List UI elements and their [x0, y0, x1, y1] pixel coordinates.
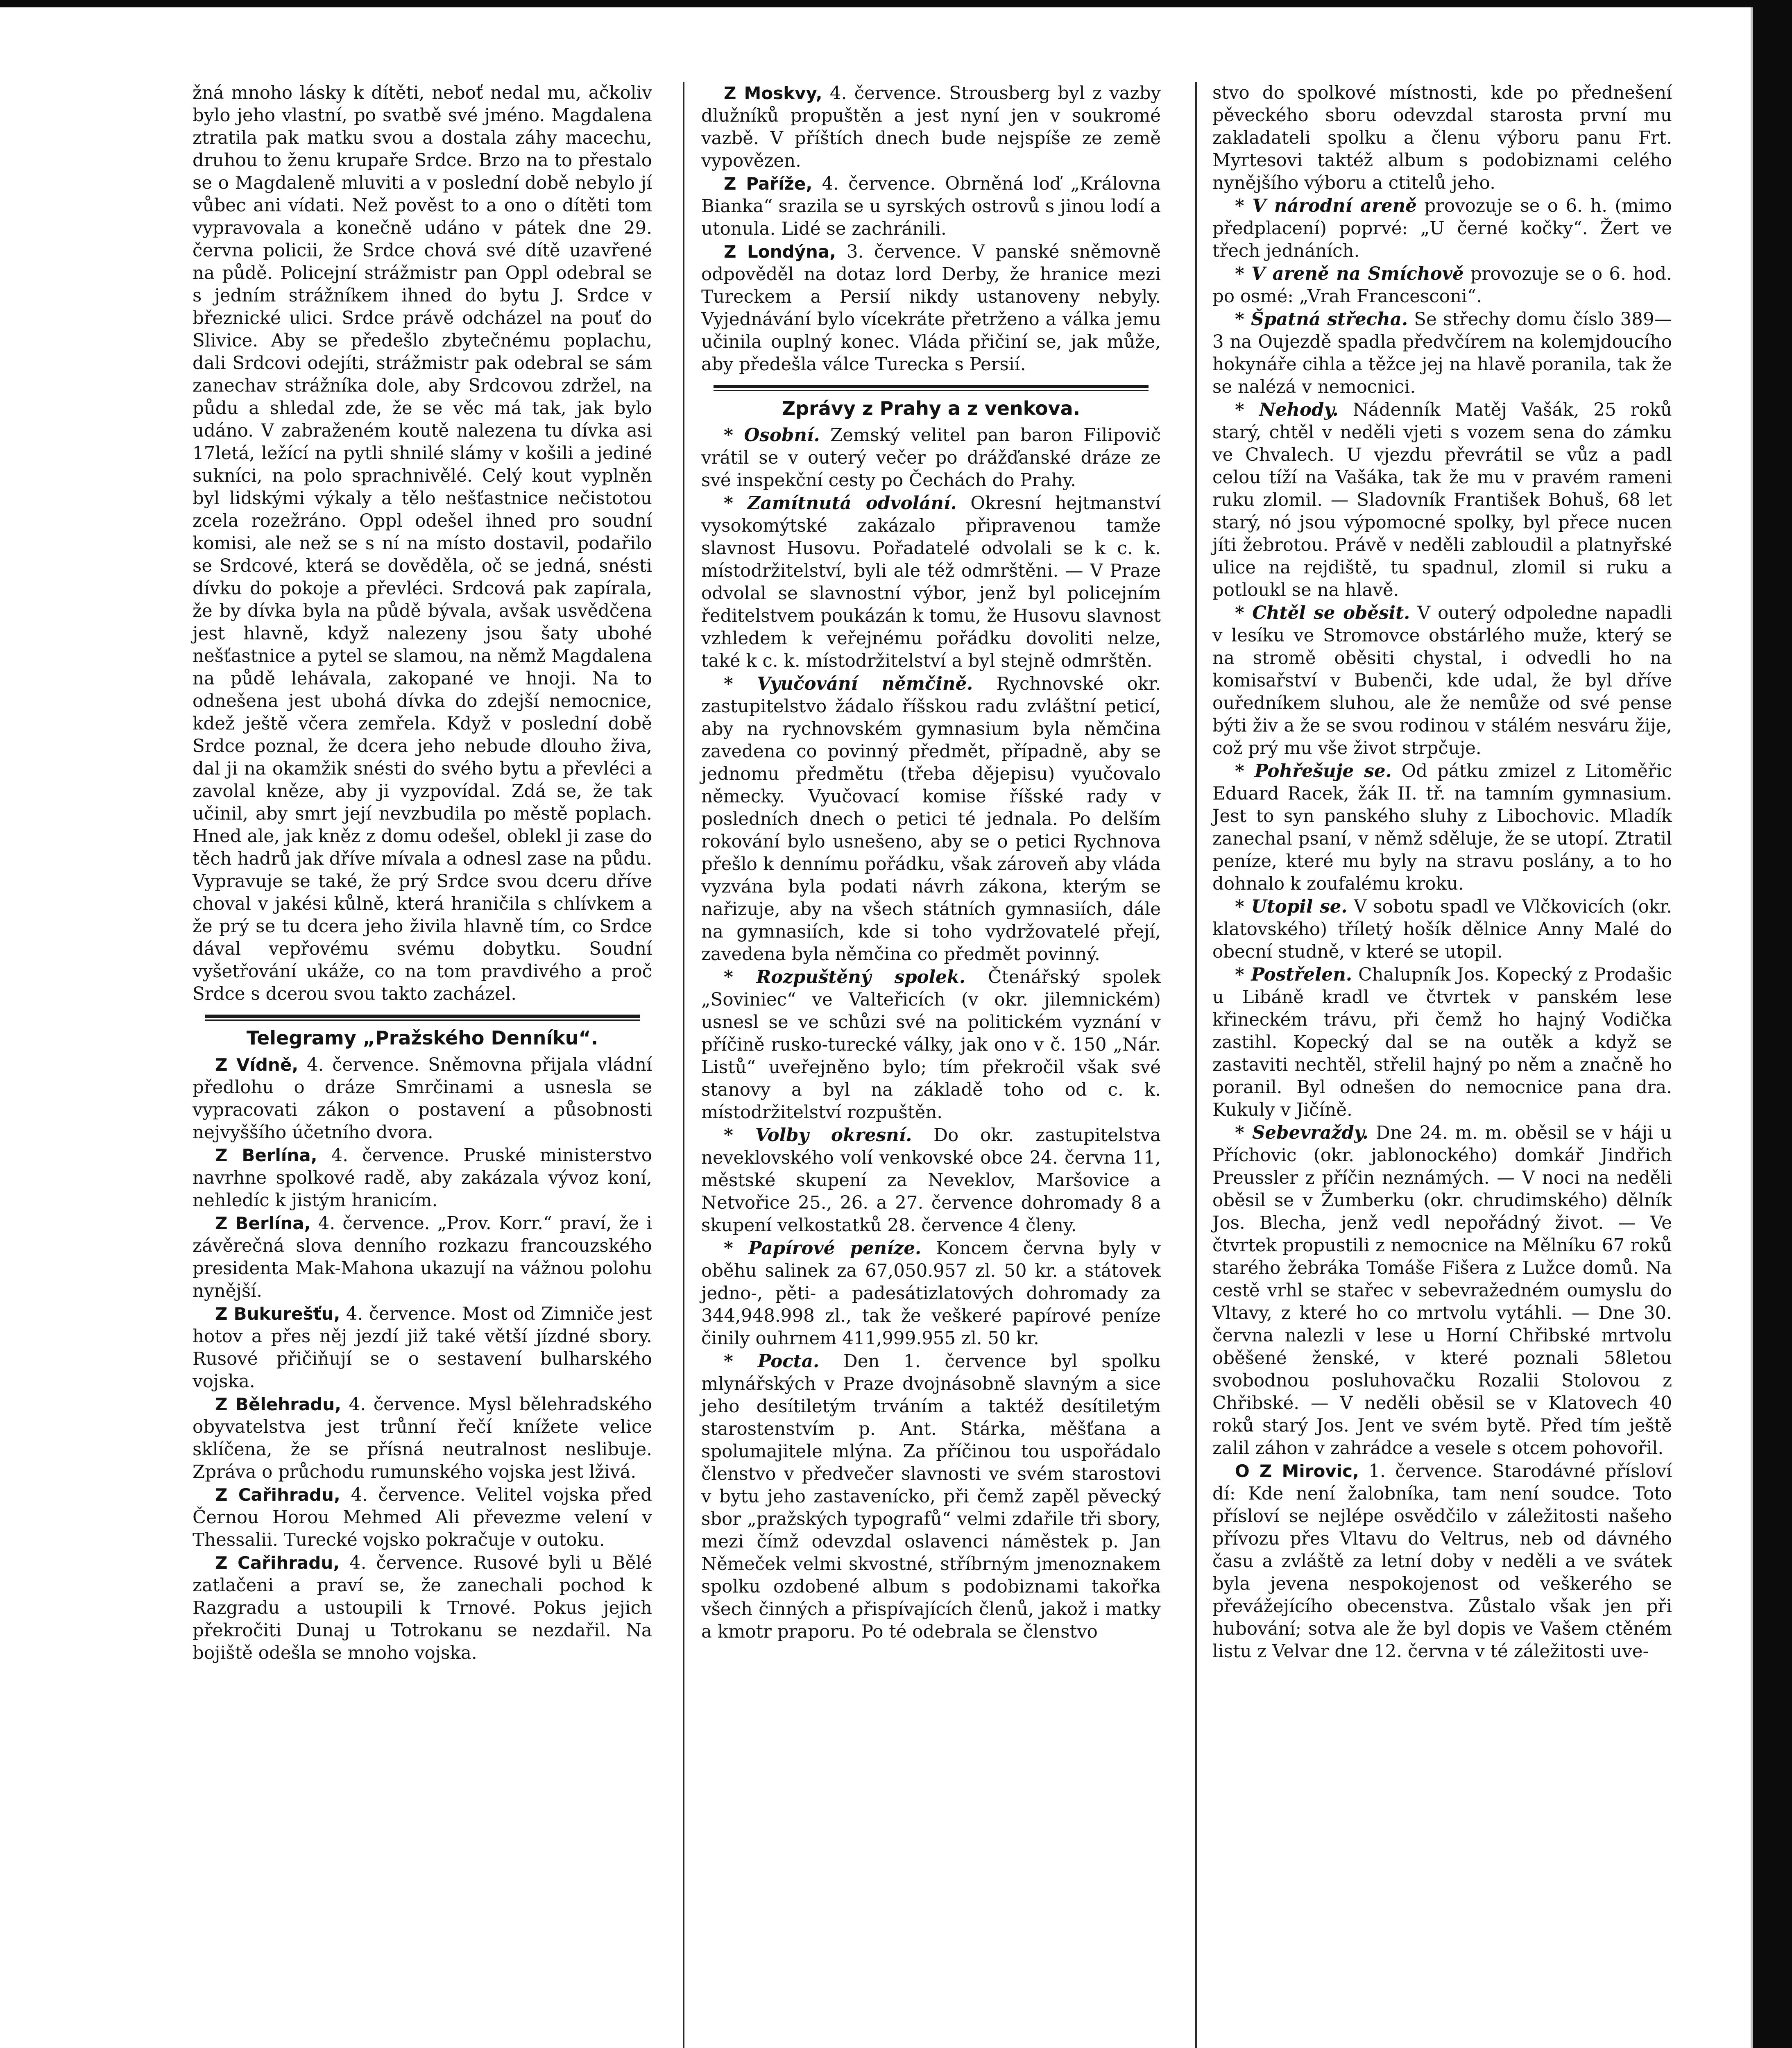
column-3 [1212, 82, 1672, 1663]
telegram-item [193, 1053, 652, 1144]
article-continuation: žná mnoho lásky k dítěti, neboť nedal mu, ačkoliv bylo jeho vlastní, po svatbě své jméno. Magdalena ztratila pak matku svou a dostala záhy macechu, druhou to ženu krupaře Srdce. Brzo na to přestalo se o Magdaleně mluviti a v poslední době nebylo jí vůbec ani vídati. Než pověst to a ono o dítěti tom vypravovala a konečně udáno v pátek dne 29. června policii, že Srdce chová své dítě uzavřené na půdě. Policejní strážmistr pan Oppl odebral se s jedním strážníkem ihned do bytu J. Srdce v březnické ulici. Srdce právě odcházel na pouť do Slivice. Aby se předešlo zbytečnému poplachu, dali Srdcovi odejíti, strážmistr pak odebral se sám zanechav strážníka dole, aby Srdcovou zdržel, na půdu a shledal zde, že se věc má tak, jak bylo udáno. V zabraženém koutě nalezena tu dívka asi 17letá, ležící na pytli shnilé slámy v košili a jediné sukníci, na polo sprachnivělé. Celý kout vyplněn byl lidskými výkaly a tělo nešťastnice nečistotou zcela rozežráno. Oppl odešel ihned pro soudní komisi, ale než se s ní na místo dostavil, podařilo se Srdcové, která se dověděla, oč se jedná, snésti dívku do pokoje a převléci. Srdcová pak zapírala, že by dívka byla na půdě bývala, avšak usvědčena jest hlavně, když nalezeny jsou šaty ubohé nešťastnice a pytel se slamou, na němž Magdalena na půdě lehávala, zakopané ve hnoji. Na to odnešena jest ubohá dívka do zdejší nemocnice, kdež ještě včera zemřela. Když v poslední době Srdce poznal, že dcera jeho nebude dlouho živa, dal ji na okamžik snésti do svého bytu a převléci a zavolal kněze, aby ji vyzpovídal. Zdá se, že tak učinil, aby smrt její nevzbudila po městě poplach. Hned ale, jak kněz z domu odešel, oblekl ji zase do těch hadrů jak dříve mívala a odnesl zase na půdu. Vypravuje se také, že prý Srdce svou dceru dříve choval v jakési kůlně, která hraničila s chlívkem a že prý se tu dcera jeho živila hlavně tím, co Srdce dával vepřovému svému dobytku. Soudní vyšetřování ukáže, co na tom pravdivého a proč Srdce s dcerou svou takto zacházel. [193, 83, 652, 1004]
news-text: provozuje se o 6. hod. po osmé: „Vrah Francesconi“. [1212, 264, 1672, 307]
news-item [1212, 895, 1672, 963]
news-text: Do okr. zastupitelstva neveklovského volí venkovské obce 24. června 11, městské skupení za Neveklov, Maršovice a Netvořice 25., 26. a 27. července dohromady 8 a skupení velkostatků 28. července 4 členy. [701, 1125, 1161, 1236]
news-keyword: * Vyučování němčině. [724, 673, 973, 694]
section-heading-local-news: Zprávy z Prahy a z venkova. [782, 397, 1081, 419]
news-text: Okresní hejtmanství vysokomýtské zakázalo připravenou tamže slavnost Husovu. Pořadatelé odvolali se k c. k. místodržitelství, byli ale též odmrštěni. — V Praze odvolal se slavnostní výbor, jenž byl policejním ředitelstvem poukázán k tomu, že Husovu slavnost vzhledem k veřejnému pořádku dovoliti nelze, také k c. k. místodržitelství a byl stejně odmrštěn. [701, 493, 1161, 671]
news-item [1212, 263, 1672, 308]
news-item [701, 492, 1161, 673]
telegram-dateline: Z Moskvy, [724, 83, 822, 103]
news-text: Se střechy domu číslo 389—3 na Oujezdě spadla předvčírem na kolemjdoucího hokynáře cihla a těžce jej na hlavě poranila, tak že se nalézá v nemocnici. [1212, 309, 1672, 397]
telegram-text: 3. července. V panské sněmovně odpověděl na dotaz lord Derby, že hranice mezi Tureckem a Persií nikdy ustanoveny nebyly. Vyjednávání bylo vícekráte přetrženo a válka jemu učinila ouplný konec. Vláda přičiní se, jak může, aby předešla válce Turecka s Persií. [701, 242, 1161, 375]
telegram-text: 4. července. Rusové byli u Bělé zatlačeni a praví se, že zanechali pochod k Razgradu a ustoupili k Trnové. Pokus jejich překročiti Dunaj u Totrokanu se nezdařil. Na bojiště odešla se mnoho vojska. [193, 1553, 652, 1663]
news-text: Čtenářský spolek „Soviniec“ ve Valteřicích (v okr. jilemnickém) usnesl se ve schůzi své na politickém vyznání v příčině rusko-turecké války, jak ono v č. 150 „Nár. Listů“ uveřejněno bylo; tím překročil však své stanovy a byl na základě toho od c. k. místodržitelství rozpuštěn. [701, 967, 1161, 1123]
news-text: V sobotu spadl ve Vlčkovicích (okr. klatovského) tříletý hošík dělnice Anny Malé do obecní studně, v které se utopil. [1212, 897, 1672, 962]
telegram-item [193, 1484, 652, 1552]
section-rule [205, 1015, 640, 1021]
scan-border-right [1753, 0, 1792, 2048]
news-text: provozuje se o 6. h. (mimo předplacení) poprvé: „U černé kočky“. Žert ve třech jednáních. [1212, 196, 1672, 261]
news-keyword: * Špatná střecha. [1235, 309, 1408, 330]
news-text: 1. července. Starodávné přísloví dí: Kde není žalobníka, tam není soudce. Toto přísloví se nejlépe osvědčilo v záležitosti našeho přívozu přes Vltavu do Veltrus, neb od dávného času a zvláště za letní doby v neděli a ve svátek byla jevena nespokojenost od veškerého se převážejícího obecenstva. Zůstalo však jen při hubování; sotva ale že byl dopis ve Vašem ctěném listu z Velvar dne 12. června v té záležitosti uve- [1212, 1461, 1672, 1662]
news-text: Chalupník Jos. Kopecký z Prodašic u Libáně kradl ve čtvrtek v panském lese křineckém trávu, při čemž ho hajný Vodička zastihl. Kopecký dal se na outěk a když se zastaviti nechtěl, střelil hajný po něm a značně ho poranil. Byl odnešen do nemocnice pana dra. Kukuly v Jičíně. [1212, 965, 1672, 1120]
news-item [1212, 195, 1672, 263]
news-item [1212, 963, 1672, 1121]
scan-page-edge [1751, 7, 1753, 2048]
telegram-text: 4. července. Mysl bělehradského obyvatelstva jest trůnní řečí knížete velice sklíčena, že se přísná neutralnost neslibuje. Zpráva o průchodu rumunského vojska jest lživá. [193, 1394, 652, 1482]
news-continuation: stvo do spolkové místnosti, kde po přednešení pěveckého sboru odevzdal starosta první mu zakladateli spolku a členu výboru panu Frt. Myrtesovi taktéž album s podobiznami celého nynějšího výboru a ctitelů jeho. [1212, 83, 1672, 193]
news-item [1212, 1460, 1672, 1663]
section-heading-telegrams: Telegramy „Pražského Denníku“. [246, 1027, 598, 1049]
news-keyword: * Chtěl se oběsit. [1235, 603, 1410, 623]
news-item [1212, 602, 1672, 760]
news-item [1212, 399, 1672, 602]
news-keyword: * V areně na Smíchově [1235, 263, 1464, 284]
telegram-item [701, 172, 1161, 240]
news-keyword: * Rozpuštěný spolek. [724, 967, 965, 988]
telegram-item [193, 1393, 652, 1484]
news-keyword: * Pocta. [724, 1351, 820, 1372]
news-keyword: * Postřelen. [1235, 964, 1352, 985]
column-divider [1195, 82, 1197, 2048]
news-item [701, 1124, 1161, 1237]
news-item [1212, 308, 1672, 399]
news-keyword: * Utopil se. [1235, 896, 1348, 917]
news-keyword: * Osobní. [724, 425, 820, 446]
news-text: Od pátku zmizel z Litoměřic Eduard Racek, žák II. tř. na tamním gymnasium. Jest to syn panského sluhy z Libochovic. Mladík zanechal psaní, v němž sděluje, že se utopí. Ztratil peníze, které mu byly na stravu poslány, a to ho dohnalo k zoufalému kroku. [1212, 761, 1672, 894]
telegram-text: 4. července. Strousberg byl z vazby dlužníků propuštěn a jest nyní jen v soukromé vazbě. V příštích dnech bude nejspíše ze země vypovězen. [701, 83, 1161, 171]
news-item [701, 1237, 1161, 1350]
news-text: Zemský velitel pan baron Filipovič vrátil se v outerý večer po drážďanské dráze ze své inspekční cesty po Čechách do Prahy. [701, 425, 1161, 491]
telegram-text: 4. července. Most od Zimniče jest hotov a přes něj jezdí již také větší jízdné sbory. Rusové přičiňují se o sestavení bulharského vojska. [193, 1304, 652, 1392]
news-keyword: * V národní areně [1235, 195, 1417, 216]
telegram-item [701, 82, 1161, 172]
section-rule [714, 385, 1149, 391]
news-text: Koncem června byly v oběhu salinek za 67,050.957 zl. 50 kr. a státovek jedno-, pěti- a padesátizlatových dohromady za 344,948.998 zl., tak že veškeré papírové peníze činily ouhrnem 411,999.955 zl. 50 kr. [701, 1238, 1161, 1349]
news-keyword: * Nehody. [1235, 399, 1339, 420]
telegram-text: 4. července. Obrněná loď „Královna Bianka“ srazila se u syrských ostrovů s jinou lodí a utonula. Lidé se zachránili. [701, 174, 1161, 239]
news-text: Den 1. července byl spolku mlynářských v Praze dvojnásobně slavným a sice jeho desítiletým trváním a taktéž desítiletým starostenstvím p. Ant. Stárka, měšťana a spolumajitele mlýna. Za příčinou tou uspořádalo členstvo v předvečer slavnosti ve svém starostovi v bytu jeho zastavenícko, při čemž zapěl pěvecký sbor „pražských typografů“ velmi zdařile tři sbory, mezi čímž odevzdal oslavenci náměstek p. Jan Němeček velmi skvostné, stříbrným jmenoznakem spolku ozdobené album s podobiznami takořka všech činných a přispívajících členů, jakož i matky a kmotr praporu. Po té odebrala se členstvo [701, 1351, 1161, 1642]
telegram-dateline: Z Vídně, [215, 1055, 299, 1075]
telegram-item [701, 240, 1161, 376]
news-keyword: * Pohřešuje se. [1235, 761, 1392, 782]
telegram-dateline: Z Londýna, [724, 242, 836, 262]
column-2 [701, 82, 1161, 1643]
telegram-dateline: Z Berlína, [215, 1213, 311, 1233]
telegram-item [193, 1144, 652, 1212]
telegram-item [193, 1212, 652, 1303]
telegram-dateline: Z Paříže, [724, 174, 813, 194]
news-keyword: * Papírové peníze. [724, 1238, 922, 1259]
news-item [701, 673, 1161, 966]
telegram-item [193, 1303, 652, 1393]
telegram-text: 4. července. Velitel vojska před Černou Horou Mehmed Ali převezme velení v Thessalii. Turecké vojsko pokračuje v outoku. [193, 1485, 652, 1550]
telegram-text: 4. července. „Prov. Korr.“ praví, že i závěrečná slova denního rozkazu francouzského presidenta Mak-Mahona ukazují na vážnou polohu nynější. [193, 1213, 652, 1301]
telegram-dateline: Z Bělehradu, [215, 1394, 342, 1414]
telegram-text: 4. července. Sněmovna přijala vládní předlohu o dráze Smrčinami a usnesla se vypracovati zákon o postavení a působnosti nejvyššího účetního dvora. [193, 1055, 652, 1143]
news-item [701, 966, 1161, 1124]
telegram-dateline: Z Bukurešťu, [215, 1304, 340, 1324]
scan-border-top [0, 0, 1792, 7]
telegram-dateline: Z Cařihradu, [215, 1553, 340, 1573]
news-keyword: * Zamítnutá odvolání. [724, 493, 957, 514]
news-item [1212, 1121, 1672, 1460]
column-1 [193, 82, 652, 1665]
telegram-dateline: Z Berlína, [215, 1145, 317, 1165]
news-text: Dne 24. m. m. oběsil se v háji u Příchovic (okr. jablonockého) domkář Jindřich Preussler z příčin neznámých. — V noci na neděli oběsil se v Žumberku (okr. chrudimského) dělník Jos. Blecha, jenž vedl nepořádný život. — Ve čtvrtek propustili z nemocnice na Mělníku 67 roků starého žebráka Tomáše Fišera z Lužce domů. Na cestě vrhl se stařec v sebevražedném oumyslu do Vltavy, z které ho co mrtvolu vytáhli. — Dne 30. června nalezli v lese u Horní Chřibské mrtvolu oběšené ženské, v které poznali 58letou svobodnou posluhovačku Rozalii Stolovou z Chřibské. — V neděli oběsil se v Klatovech 40 roků starý Jos. Jent ve svém bytě. Před tím ještě zalil záhon v zahrádce a vesele s otcem pohovořil. [1212, 1123, 1672, 1459]
news-text: V outerý odpoledne napadli v lesíku ve Stromovce obstárlého muže, který se na stromě oběsiti chystal, i odvedli ho na komisařství v Bubenči, kde udal, že byl dříve ouředníkem sluhou, ale že nemůže od své pense býti živ a že se svou rodinou v stálém nesváru žije, což prý mu vše život strpčuje. [1212, 603, 1672, 759]
news-dateline: O Z Mirovic, [1235, 1461, 1359, 1481]
news-keyword: * Volby okresní. [724, 1125, 912, 1146]
news-item [701, 1350, 1161, 1643]
news-keyword: * Sebevraždy. [1235, 1122, 1369, 1143]
news-item [1212, 760, 1672, 895]
news-item [701, 424, 1161, 492]
column-divider [683, 82, 684, 2048]
telegram-dateline: Z Cařihradu, [215, 1485, 340, 1505]
news-text: Rychnovské okr. zastupitelstvo žádalo říšskou radu zvláštní peticí, aby na rychnovském gymnasium byla němčina zavedena co povinný předmět, případně, aby se jednomu předmětu (třeba dějepisu) vyučovalo německy. Vyučovací komise říšské rady v posledních dnech o petici té jednala. Po delším rokování bylo usnešeno, aby se o petici Rychnova přešlo k dennímu pořádku, však zároveň aby vláda vyzvána byla podati návrh zákona, kterým se nařizuje, aby na všech státních gymnasiích, dále na gymnasiích, kde si toho vydržovatelé přejí, zavedena byla němčina co předmět povinný. [701, 674, 1161, 965]
news-text: Nádenník Matěj Vašák, 25 roků starý, chtěl v neděli vjeti s vozem sena do zámku ve Chvalech. U vjezdu převrátil se vůz a padl celou tíží na Vašáka, tak že mu v pravém rameni ruku zlomil. — Sladovník František Bohuš, 68 let starý, nó jsou výpomocné spolky, byl přece nucen jíti žebrotou. Právě v neděli zabloudil a platnyřské ulice na rejdiště, tu spadnul, zlomil si ruku a potloukl se na hlavě. [1212, 400, 1672, 600]
telegram-item [193, 1552, 652, 1665]
telegram-text: 4. července. Pruské ministerstvo navrhne spolkové radě, aby zakázala vývoz koní, nehledíc k jistým hranicím. [193, 1145, 652, 1211]
